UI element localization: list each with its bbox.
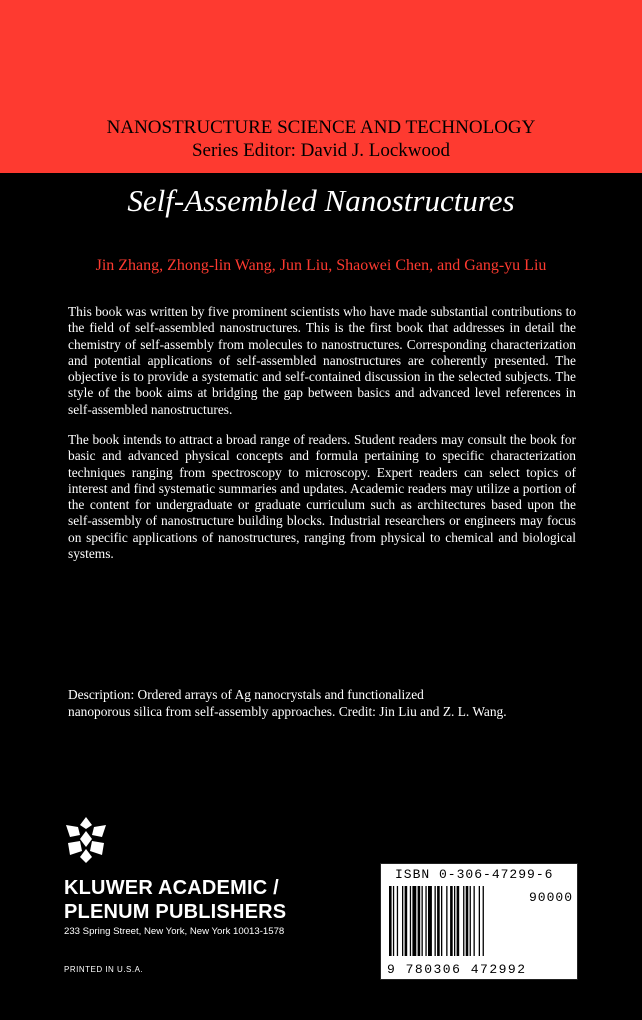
- barcode-bar: [441, 886, 442, 956]
- barcode-bar: [466, 886, 469, 956]
- description-paragraph-1: This book was written by five prominent scientists who have made substantial contributions to the field of self-assembled nanostructures. This is the first book that addresses in detail the chemistry of self-assembly from molecules to nanostructures. Corresponding characterization and potential applications of self-assembled nanostructures are coherently presented. The objective is to provide a systematic and self-contained discussion in the selected subjects. The style of the book aims at bridging the gap between basics and advanced level references in self-assembled nanostructures.: [68, 304, 576, 417]
- isbn-barcode: [380, 863, 578, 980]
- barcode-bars: [389, 886, 517, 956]
- barcode-bar: [389, 886, 392, 956]
- barcode-bar: [479, 886, 480, 956]
- barcode-bar: [428, 886, 432, 956]
- barcode-bar: [463, 886, 464, 956]
- price-code: 90000: [528, 890, 573, 905]
- publisher-address: 233 Spring Street, New York, New York 10013-1578: [64, 926, 285, 937]
- barcode-bar: [422, 886, 423, 956]
- cover-image-caption: [68, 686, 588, 720]
- barcode-bar: [446, 886, 447, 956]
- description-paragraph-2: The book intends to attract a broad range of readers. Student readers may consult the book for basic and advanced physical concepts and formula pertaining to specific characterization techniques ranging from spectroscopy to microscopy. Expert readers can select topics of interest and find systematic summaries and updates. Academic readers may utilize a portion of the content for undergraduate or graduate curriculum such as architectures based upon the self-assembly of nanostructure building blocks. Industrial researchers or engineers may focus on specific applications of nanostructures, ranging from physical to chemical and biological systems.: [68, 432, 576, 562]
- publisher-name-line-2: PLENUM PUBLISHERS: [64, 901, 287, 923]
- barcode-bar: [454, 886, 455, 956]
- book-title: Self-Assembled Nanostructures: [127, 183, 515, 218]
- publisher-name-line-1: KLUWER ACADEMIC /: [64, 877, 279, 899]
- barcode-bar: [457, 886, 460, 956]
- barcode-bar: [402, 886, 403, 956]
- printed-in-label: PRINTED IN U.S.A.: [64, 965, 144, 974]
- series-name: NANOSTRUCTURE SCIENCE AND TECHNOLOGY: [106, 117, 536, 138]
- barcode-bar: [412, 886, 416, 956]
- barcode-bar: [425, 886, 426, 956]
- barcode-bar: [393, 886, 394, 956]
- kluwer-logo-icon: [62, 815, 110, 865]
- caption-line-2: nanoporous silica from self-assembly approaches. Credit: Jin Liu and Z. L. Wang.: [68, 704, 507, 719]
- barcode-bar: [450, 886, 453, 956]
- barcode-bar: [474, 886, 475, 956]
- caption-line-1: Description: Ordered arrays of Ag nanocrystals and functionalized: [68, 687, 424, 702]
- series-editor: Series Editor: David J. Lockwood: [191, 140, 451, 161]
- isbn-text: ISBN 0-306-47299-6: [395, 867, 554, 882]
- ean-number: 9 780306 472992: [387, 962, 527, 977]
- barcode-bar: [483, 886, 484, 956]
- barcode-bar: [470, 886, 471, 956]
- book-authors: Jin Zhang, Zhong-lin Wang, Jun Liu, Shaowei Chen, and Gang-yu Liu: [95, 257, 547, 274]
- barcode-bar: [435, 886, 436, 956]
- barcode-bar: [405, 886, 408, 956]
- barcode-bar: [418, 886, 421, 956]
- barcode-bar: [397, 886, 398, 956]
- barcode-bar: [410, 886, 411, 956]
- barcode-bar: [437, 886, 440, 956]
